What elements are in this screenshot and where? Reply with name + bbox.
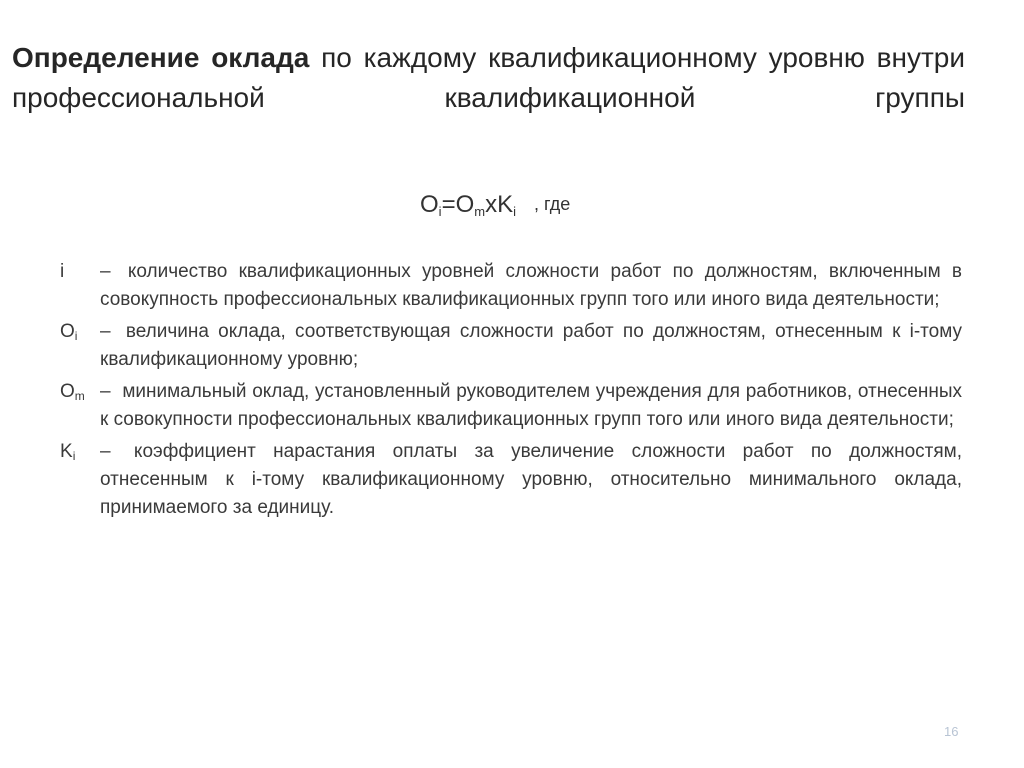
definition-item (60, 258, 962, 314)
definition-symbol-main: K (60, 441, 73, 462)
definition-symbol (60, 438, 75, 470)
definition-symbol (60, 318, 77, 350)
salary-formula (420, 188, 570, 228)
definition-symbol-main: O (60, 321, 75, 342)
formula-eq: =O (441, 191, 475, 218)
formula-k-sub: i (513, 204, 516, 219)
definition-symbol-sub: i (74, 329, 78, 343)
definition-dash: – (100, 441, 111, 462)
definitions-list (60, 258, 962, 526)
definition-text: величина оклада, соответствующая сложности работ по должностям, отнесенным к i-тому квалификационному уровню; (100, 321, 962, 370)
formula-where: , где (534, 194, 571, 214)
definition-dash: – (100, 321, 111, 342)
definition-symbol-main: i (60, 261, 65, 282)
definition-text: минимальный оклад, установленный руководителем учреждения для работников, отнесенных к совокупности профессиональных квалификационных групп того или иного вида деятельности; (100, 381, 963, 430)
definition-text: количество квалификационных уровней сложности работ по должностям, включенным в совокупность профессиональных квалификационных групп того или иного вида деятельности; (100, 261, 962, 310)
slide-title-rest: по каждому квалификационному уровню внутри профессиональной квалификационной группы (12, 42, 966, 113)
formula-lhs: O (420, 191, 439, 218)
definition-item (60, 378, 962, 434)
definition-item (60, 438, 962, 522)
formula-x: xK (485, 191, 514, 218)
definition-dash: – (100, 381, 111, 402)
slide-title-bold: Определение оклада (12, 42, 310, 73)
formula-m-sub: m (474, 204, 486, 219)
definition-item (60, 318, 962, 374)
definition-symbol-main: O (60, 381, 75, 402)
definition-symbol (60, 378, 85, 410)
definition-symbol-sub: i (72, 449, 76, 463)
definition-dash: – (100, 261, 111, 282)
page-number: 16 (944, 724, 959, 739)
definition-symbol-sub: m (74, 389, 85, 403)
formula-lhs-sub: i (438, 204, 442, 219)
definition-symbol (60, 258, 64, 290)
definition-text: коэффициент нарастания оплаты за увеличение сложности работ по должностям, отнесенным к i-тому квалификационному уровню, относительно минимального оклада, принимаемого за единицу. (100, 441, 962, 518)
slide-title (12, 38, 965, 118)
